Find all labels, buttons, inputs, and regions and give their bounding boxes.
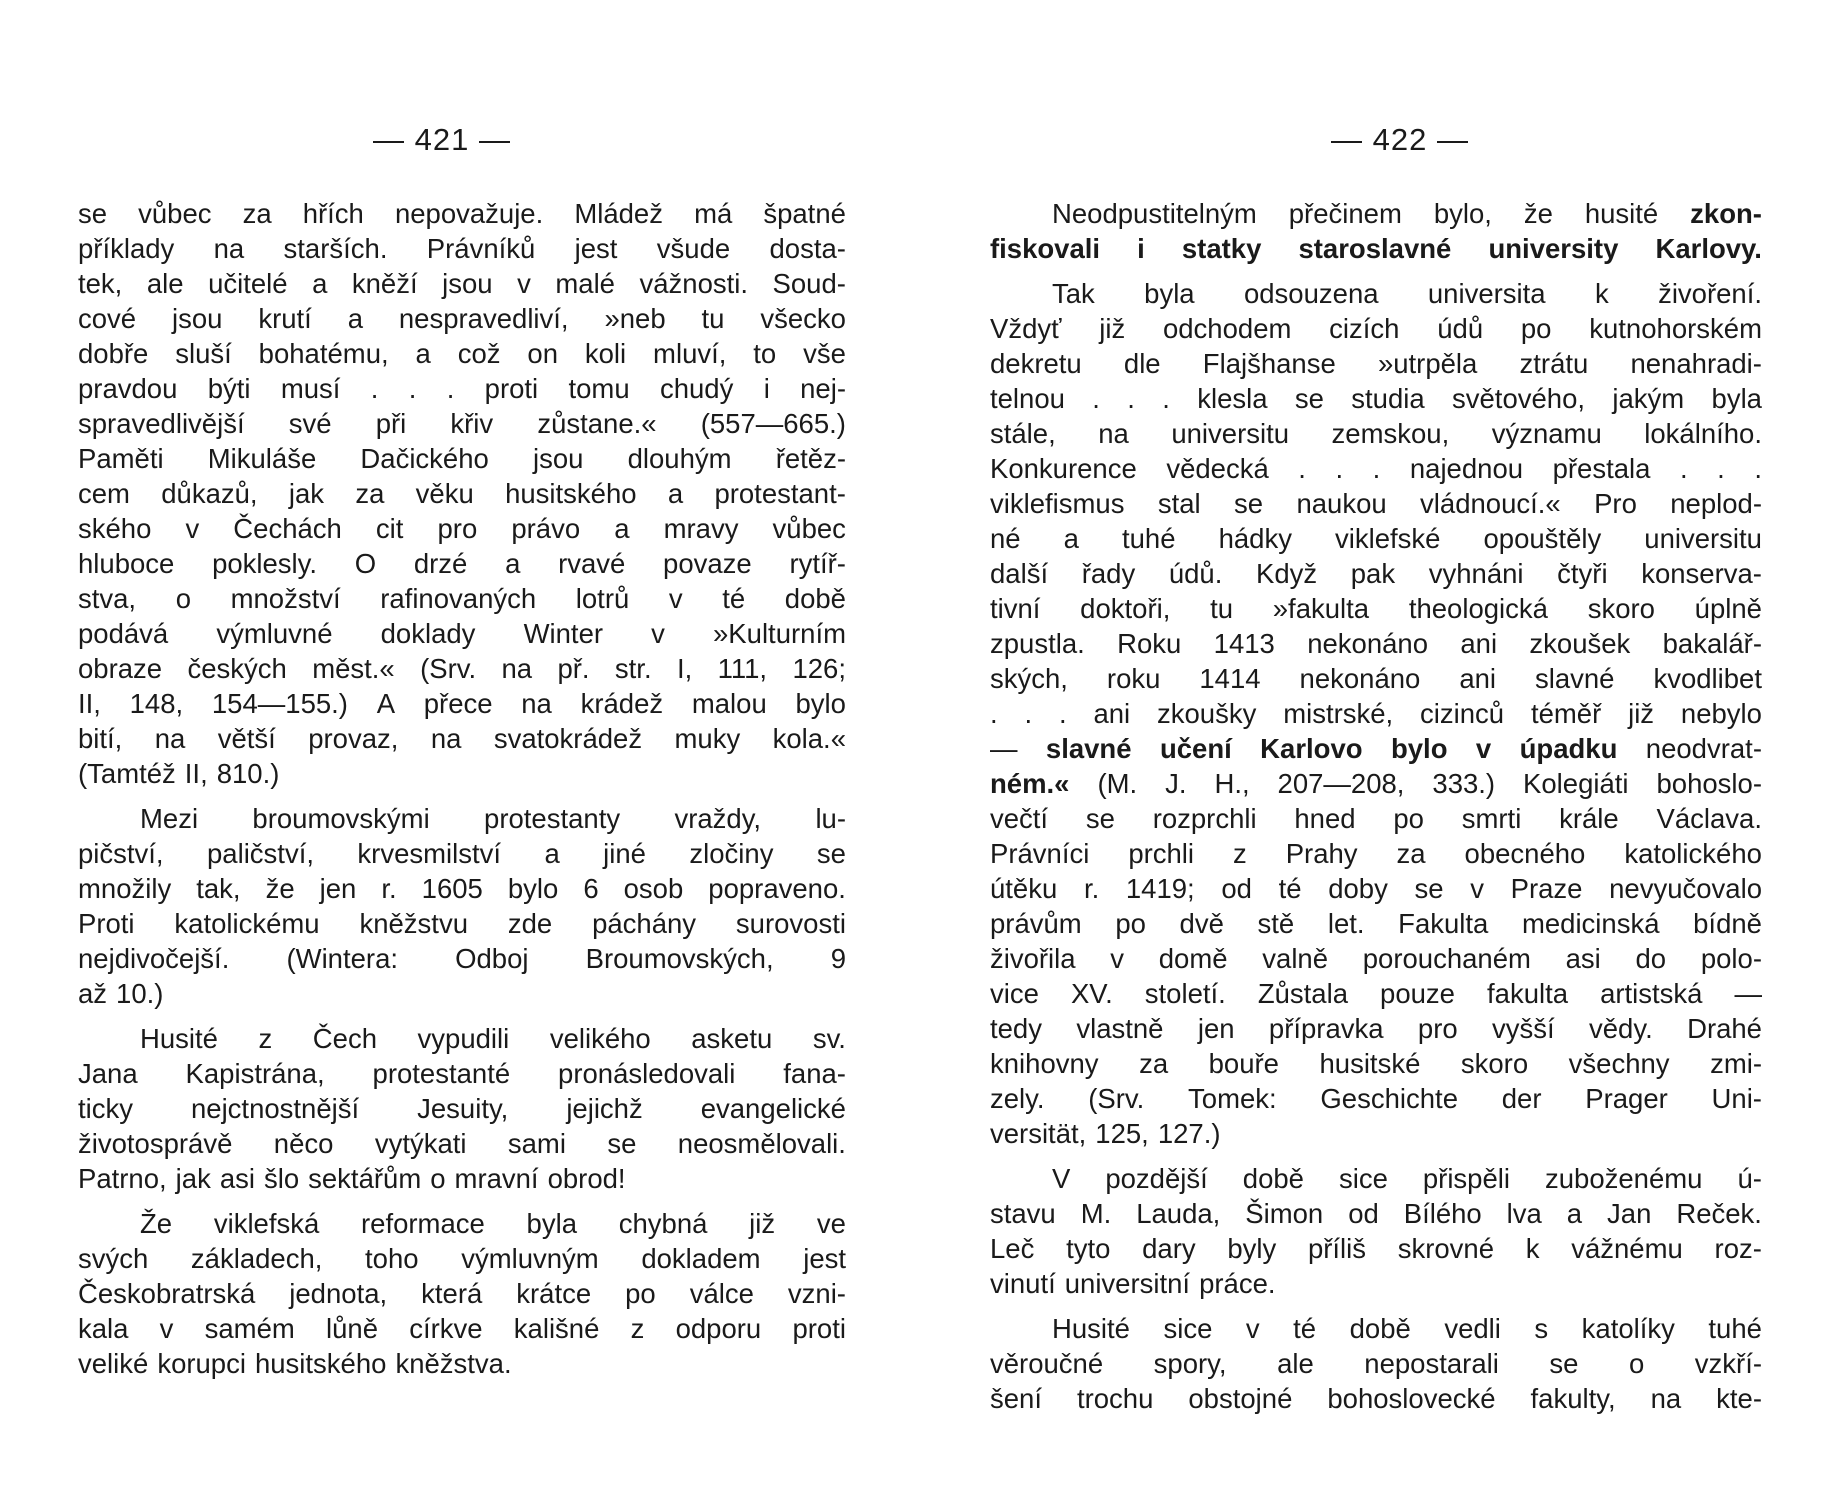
text-line: množily tak, že jen r. 1605 bylo 6 osob popraveno.	[78, 873, 846, 904]
text-line: tedy vlastně jen přípravka pro vyšší vědy. Drahé	[990, 1013, 1762, 1044]
text-line: obraze českých měst.« (Srv. na př. str. I, 111, 126;	[78, 653, 846, 684]
text-line: pičství, paličství, krvesmilství a jiné zločiny se	[78, 838, 846, 869]
text-line: Husité z Čech vypudili velikého asketu sv.	[140, 1023, 846, 1054]
text-line: se vůbec za hřích nepovažuje. Mládež má špatné	[78, 198, 846, 229]
text-line: tek, ale učitelé a kněží jsou v malé vážnosti. Soud-	[78, 268, 846, 299]
text-line: (Tamtéž II, 810.)	[78, 758, 280, 789]
text-line: ských, roku 1414 nekonáno ani slavné kvodlibet	[990, 663, 1762, 694]
text-line: až 10.)	[78, 978, 164, 1009]
text-line: ticky nejctnostnější Jesuity, jejichž evangelické	[78, 1093, 846, 1124]
text-line: bití, na větší provaz, na svatokrádež muky kola.«	[78, 723, 846, 754]
text-line: Mezi broumovskými protestanty vraždy, lu-	[140, 803, 846, 834]
text-line: stále, na universitu zemskou, významu lokálního.	[990, 418, 1762, 449]
text-line: viklefismus stal se naukou vládnoucí.« Pro neplod-	[990, 488, 1762, 519]
left-page-number: — 421 —	[373, 122, 511, 157]
text-line: Husité sice v té době vedli s katolíky tuhé	[1052, 1313, 1762, 1344]
text-line: veliké korupci husitského kněžstva.	[78, 1348, 512, 1379]
text-line: svých základech, toho výmluvným dokladem jest	[78, 1243, 846, 1274]
text-line: zely. (Srv. Tomek: Geschichte der Prager Uni-	[990, 1083, 1762, 1114]
text-line: né a tuhé hádky viklefské opouštěly universitu	[990, 523, 1762, 554]
text-line: živořila v domě valně porouchaném asi do polo-	[990, 943, 1762, 974]
text-line: cové jsou krutí a nespravedliví, »neb tu všecko	[78, 303, 846, 334]
text-line: další řady údů. Když pak vyhnáni čtyři konserva-	[990, 558, 1762, 589]
text-line: Konkurence vědecká . . . najednou přestala . . .	[990, 453, 1762, 484]
text-line: Paměti Mikuláše Dačického jsou dlouhým řetěz-	[78, 443, 846, 474]
text-line: dobře sluší bohatému, a což on koli mluví, to vše	[78, 338, 846, 369]
text-line: podává výmluvné doklady Winter v »Kulturním	[78, 618, 846, 649]
text-line: Patrno, jak asi šlo sektářům o mravní obrod!	[78, 1163, 626, 1194]
text-line: . . . ani zkoušky mistrské, cizinců téměř již nebylo	[990, 698, 1762, 729]
text-line: Jana Kapistrána, protestanté pronásledovali fana-	[78, 1058, 846, 1089]
text-line: příklady na starších. Právníků jest všude dosta-	[78, 233, 846, 264]
text-line: Tak byla odsouzena universita k živoření.	[1052, 278, 1762, 309]
text-line: fiskovali i statky staroslavné university Karlovy.	[990, 233, 1762, 264]
text-line: — slavné učení Karlovo bylo v úpadku neodvrat-	[990, 733, 1762, 764]
text-line: Vždyť již odchodem cizích údů po kutnohorském	[990, 313, 1762, 344]
text-line: stavu M. Lauda, Šimon od Bílého lva a Jan Reček.	[990, 1198, 1762, 1229]
text-line: pravdou býti musí . . . proti tomu chudý i nej-	[78, 373, 846, 404]
text-line: šení trochu obstojné bohoslovecké fakulty, na kte-	[990, 1383, 1762, 1414]
text-line: Neodpustitelným přečinem bylo, že husité zkon-	[1052, 198, 1762, 229]
text-line: V pozdější době sice přispěli zuboženému ú-	[1052, 1163, 1762, 1194]
text-line: Leč tyto dary byly příliš skrovné k vážnému roz-	[990, 1233, 1762, 1264]
right-page-text	[990, 196, 1762, 1416]
text-line: Proti katolickému kněžstvu zde páchány surovosti	[78, 908, 846, 939]
text-line: nejdivočejší. (Wintera: Odboj Broumovských, 9	[78, 943, 846, 974]
left-page-text	[78, 196, 846, 1381]
text-line: dekretu dle Flajšhanse »utrpěla ztrátu nenahradi-	[990, 348, 1762, 379]
text-line: kala v samém lůně církve kališné z odporu proti	[78, 1313, 846, 1344]
text-line: Právníci prchli z Prahy za obecného katolického	[990, 838, 1762, 869]
text-line: vinutí universitní práce.	[990, 1268, 1276, 1299]
text-line: telnou . . . klesla se studia světového, jakým byla	[990, 383, 1762, 414]
text-line: Českobratrská jednota, která krátce po válce vzni-	[78, 1278, 846, 1309]
text-line: útěku r. 1419; od té doby se v Praze nevyučovalo	[990, 873, 1762, 904]
text-line: versität, 125, 127.)	[990, 1118, 1221, 1149]
text-line: stva, o množství rafinovaných lotrů v té době	[78, 583, 846, 614]
text-line: zpustla. Roku 1413 nekonáno ani zkoušek bakalář-	[990, 628, 1762, 659]
right-page	[990, 0, 1762, 1500]
text-line: cem důkazů, jak za věku husitského a protestant-	[78, 478, 846, 509]
text-line: tivní doktoři, tu »fakulta theologická skoro úplně	[990, 593, 1762, 624]
left-page	[78, 0, 846, 1500]
text-line: knihovny za bouře husitské skoro všechny zmi-	[990, 1048, 1762, 1079]
text-line: Že viklefská reformace byla chybná již ve	[140, 1208, 846, 1239]
text-line: ném.« (M. J. H., 207—208, 333.) Kolegiáti bohoslo-	[990, 768, 1762, 799]
text-line: II, 148, 154—155.) A přece na krádež malou bylo	[78, 688, 846, 719]
text-line: hluboce poklesly. O drzé a rvavé povaze rytíř-	[78, 548, 846, 579]
text-line: vice XV. století. Zůstala pouze fakulta artistská —	[990, 978, 1762, 1009]
text-line: právům po dvě stě let. Fakulta medicinská bídně	[990, 908, 1762, 939]
text-line: věroučné spory, ale nepostarali se o vzkří-	[990, 1348, 1762, 1379]
text-line: spravedlivější své při křiv zůstane.« (557—665.)	[78, 408, 846, 439]
text-line: večtí se rozprchli hned po smrti krále Václava.	[990, 803, 1762, 834]
text-line: ského v Čechách cit pro právo a mravy vůbec	[78, 513, 846, 544]
text-line: životosprávě něco vytýkati sami se neosmělovali.	[78, 1128, 846, 1159]
right-page-number: — 422 —	[1331, 122, 1469, 157]
